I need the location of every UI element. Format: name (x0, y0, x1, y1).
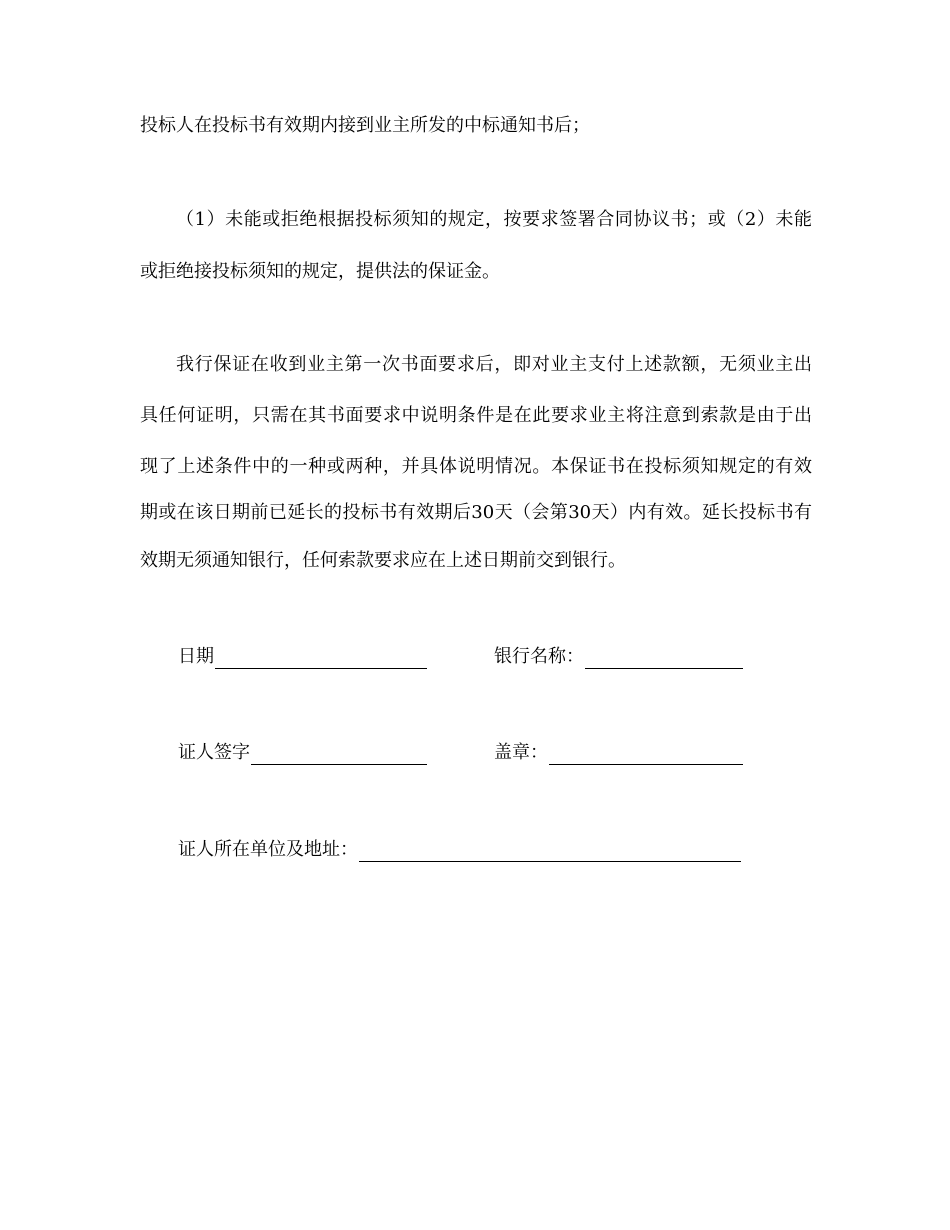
seal-blank-line[interactable] (549, 744, 743, 765)
paragraph-3-line-5: 效期无须通知银行，任何索款要求应在上述日期前交到银行。 (140, 550, 626, 571)
seal-label: 盖章： (494, 742, 548, 763)
witness-address-blank-line[interactable] (359, 841, 741, 862)
paragraph-2-line-1: （1）未能或拒绝根据投标须知的规定，按要求签署合同协议书；或（2）未能 (176, 209, 812, 230)
bank-name-label: 银行名称： (494, 646, 584, 667)
paragraph-1-line-1: 投标人在投标书有效期内接到业主所发的中标通知书后； (140, 115, 590, 136)
date-label: 日期 (178, 646, 214, 667)
paragraph-3-line-2: 具任何证明，只需在其书面要求中说明条件是在此要求业主将注意到索款是由于出 (140, 405, 812, 426)
paragraph-2-line-2: 或拒绝接投标须知的规定，提供法的保证金。 (140, 261, 500, 282)
paragraph-3-line-3: 现了上述条件中的一种或两种，并具体说明情况。本保证书在投标须知规定的有效 (140, 456, 812, 477)
date-blank-line[interactable] (215, 648, 427, 669)
seal-field (494, 741, 743, 765)
witness-address-label: 证人所在单位及地址： (178, 839, 358, 860)
witness-signature-blank-line[interactable] (251, 744, 427, 765)
paragraph-3-line-1: 我行保证在收到业主第一次书面要求后，即对业主支付上述款额，无须业主出 (176, 354, 812, 375)
paragraph-3-line-4: 期或在该日期前已延长的投标书有效期后30天（会第30天）内有效。延长投标书有 (140, 502, 812, 523)
bank-name-blank-line[interactable] (585, 648, 743, 669)
witness-signature-field (178, 741, 427, 765)
witness-address-field (178, 838, 741, 862)
witness-signature-label: 证人签字 (178, 742, 250, 763)
bank-name-field (494, 645, 743, 669)
date-field (178, 645, 427, 669)
